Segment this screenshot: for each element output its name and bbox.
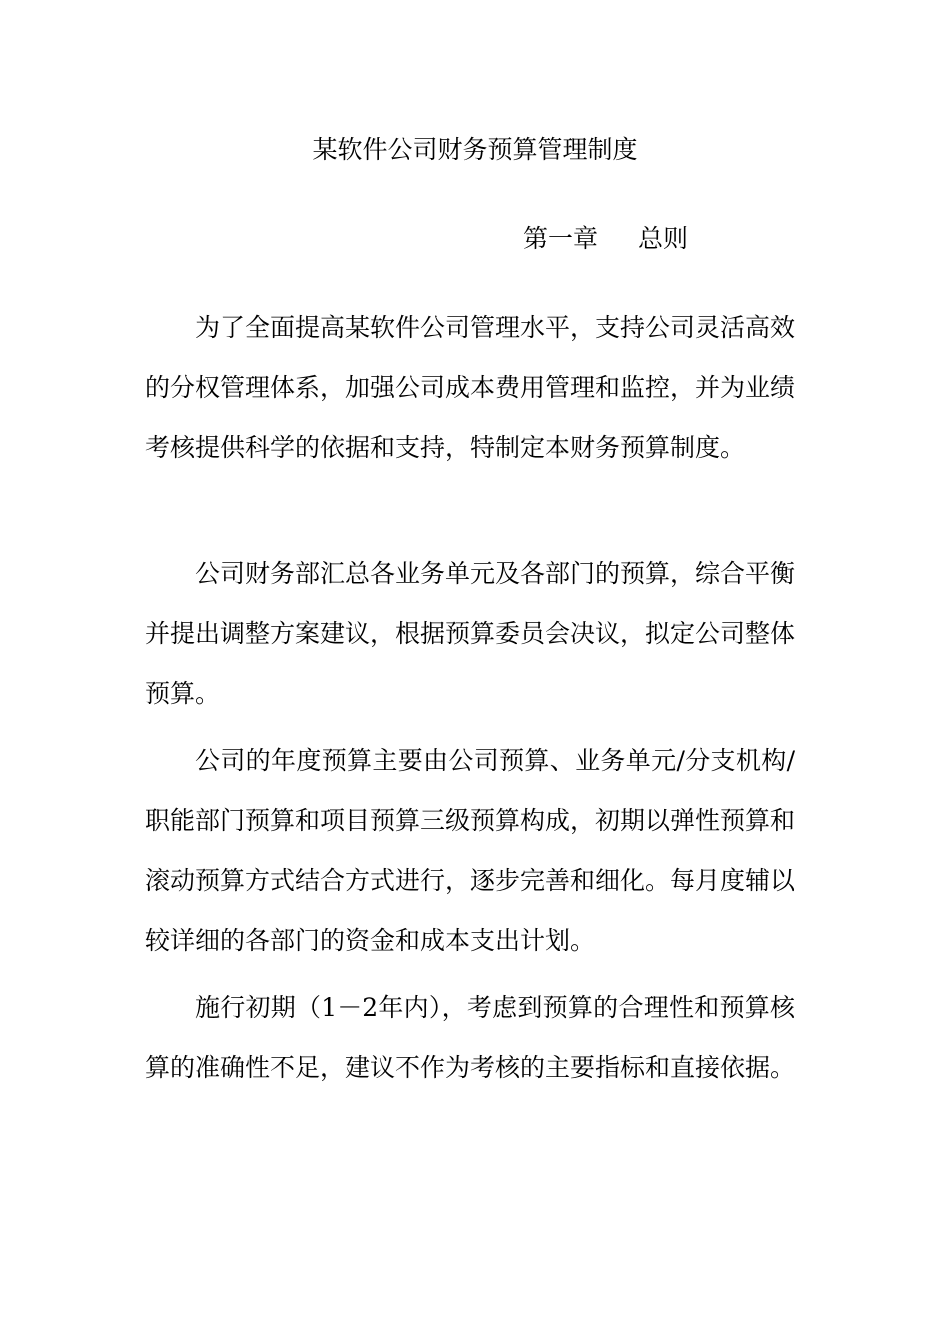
paragraph-finance-dept: 公司财务部汇总各业务单元及各部门的预算，综合平衡并提出调整方案建议，根据预算委员会决议，拟定公司整体预算。 xyxy=(145,559,796,708)
paragraph-initial-period: 施行初期（1－2年内），考虑到预算的合理性和预算核算的准确性不足，建议不作为考核的主要指标和直接依据。 xyxy=(145,993,796,1082)
document-title: 某软件公司财务预算管理制度 xyxy=(312,135,638,164)
chapter-number: 第一章 xyxy=(523,224,599,253)
chapter-name: 总则 xyxy=(638,224,689,253)
paragraph-purpose: 为了全面提高某软件公司管理水平，支持公司灵活高效的分权管理体系，加强公司成本费用管理和监控，并为业绩考核提供科学的依据和支持，特制定本财务预算制度。 xyxy=(145,313,796,462)
chapter-heading xyxy=(523,221,688,257)
paragraph-annual-budget: 公司的年度预算主要由公司预算、业务单元/分支机构/职能部门预算和项目预算三级预算构成，初期以弹性预算和滚动预算方式结合方式进行，逐步完善和细化。每月度辅以较详细的各部门的资金和成本支出计划。 xyxy=(145,746,796,955)
